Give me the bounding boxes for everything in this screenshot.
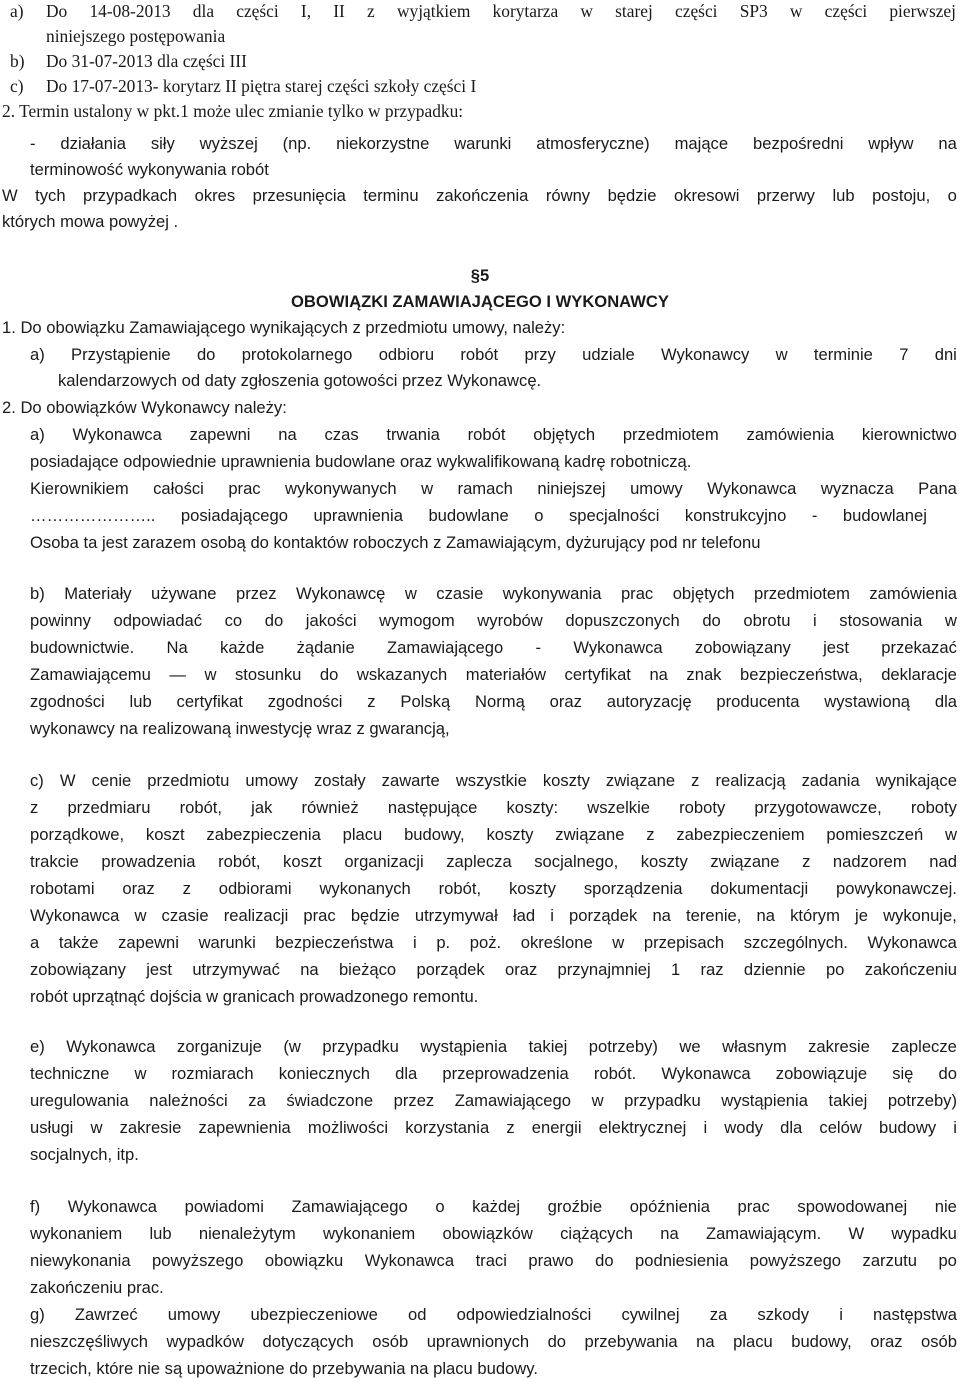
paragraph-f-line: niewykonania powyższego obowiązku Wykonawca traci prawo do podniesienia powyższego zarzutu po <box>30 1251 957 1270</box>
paragraph-c-line: a także zapewni warunki bezpieczeństwa i p. poż. określone w przepisach szczególnych. Wykonawca <box>30 933 957 952</box>
term-line-4: W tych przypadkach okres przesunięcia terminu zakończenia równy będzie okresowi przerwy lub postoju, o <box>2 186 957 205</box>
paragraph-b-line: b) Materiały używane przez Wykonawcę w czasie wykonywania prac objętych przedmiotem zamówienia <box>30 584 957 603</box>
point2-a-line1: a) Wykonawca zapewni na czas trwania robót objętych przedmiotem zamówienia kierownictwo <box>30 425 957 444</box>
list-item-b: Do 31-07-2013 dla części III <box>46 51 247 71</box>
point2-heading: 2. Do obowiązków Wykonawcy należy: <box>2 398 287 417</box>
section-title: OBOWIĄZKI ZAMAWIAJĄCEGO I WYKONAWCY <box>291 292 669 311</box>
point2-a-line2: posiadające odpowiednie uprawnienia budowlane oraz wykwalifikowaną kadrę robotniczą. <box>30 452 692 471</box>
section-number: §5 <box>470 266 490 285</box>
paragraph-b-line: Zamawiającemu — w stosunku do wskazanych materiałów certyfikat na znak bezpieczeństwa, deklaracje <box>30 665 957 684</box>
term-line-1: 2. Termin ustalony w pkt.1 może ulec zmianie tylko w przypadku: <box>2 101 464 121</box>
list-marker-c: c) <box>10 76 24 96</box>
list-marker-b: b) <box>10 51 25 71</box>
paragraph-e-line: e) Wykonawca zorganizuje (w przypadku wystąpienia takiej potrzeby) we własnym zakresie zaplecze <box>30 1037 957 1056</box>
paragraph-f-line: zakończeniu prac. <box>30 1278 164 1297</box>
paragraph-c-line: c) W cenie przedmiotu umowy zostały zawarte wszystkie koszty związane z realizacją zadania wynikające <box>30 771 957 790</box>
paragraph-c-line: trakcie prowadzenia robót, koszt organizacji zaplecza socjalnego, koszty związane z nadzorem nad <box>30 852 957 871</box>
paragraph-b-line: zgodności lub certyfikat zgodności z Polską Normą oraz autoryzację producenta wystawioną dla <box>30 692 957 711</box>
paragraph-c-line: robotami oraz z odbiorami wykonanych robót, koszty sporządzenia dokumentacji powykonawczej. <box>30 879 957 898</box>
paragraph-g-line: nieszczęśliwych wypadków dotyczących osób uprawnionych do przebywania na placu budowy, oraz osób <box>30 1332 957 1351</box>
point1-a-line2: kalendarzowych od daty zgłoszenia gotowości przez Wykonawcę. <box>58 371 542 390</box>
paragraph-e-line: usługi w zakresie zapewnienia możliwości korzystania z energii elektrycznej i wody dla celów budowy i <box>30 1118 957 1137</box>
paragraph-b-line: budownictwie. Na każde żądanie Zamawiającego - Wykonawca zobowiązany jest przekazać <box>30 638 957 657</box>
term-line-3: terminowość wykonywania robót <box>30 160 269 179</box>
paragraph-c-line: robót uprzątnąć dojścia w granicach prowadzonego remontu. <box>30 987 479 1006</box>
list-item-c: Do 17-07-2013- korytarz II piętra starej części szkoły części I <box>46 76 477 96</box>
paragraph-e-line: uregulowania należności za świadczone przez Zamawiającego w przypadku wystąpienia takiej potrzeby) <box>30 1091 957 1110</box>
point2-a-line4: ………………….. posiadającego uprawnienia budowlane o specjalności konstrukcyjno - budowlanej <box>30 506 927 525</box>
point2-a-line3: Kierownikiem całości prac wykonywanych w ramach niniejszej umowy Wykonawca wyznacza Pana <box>30 479 957 498</box>
paragraph-e-line: techniczne w rozmiarach koniecznych dla przeprowadzenia robót. Wykonawca zobowiązuje się do <box>30 1064 957 1083</box>
paragraph-e-line: socjalnych, itp. <box>30 1145 139 1164</box>
term-line-5: których mowa powyżej . <box>2 212 179 231</box>
list-item-a-line1: Do 14-08-2013 dla części I, II z wyjątkiem korytarza w starej części SP3 w części pierwszej <box>46 1 956 21</box>
paragraph-b-line: powinny odpowiadać co do jakości wymogom wyrobów dopuszczonych do obrotu i stosowania w <box>30 611 957 630</box>
paragraph-f-line: f) Wykonawca powiadomi Zamawiającego o każdej groźbie opóźnienia prac spowodowanej nie <box>30 1197 957 1216</box>
point1-a-line1: a) Przystąpienie do protokolarnego odbioru robót przy udziale Wykonawcy w terminie 7 dni <box>30 345 957 364</box>
paragraph-g-line: trzecich, które nie są upoważnione do przebywania na placu budowy. <box>30 1359 538 1378</box>
paragraph-c-line: porządkowe, koszt zabezpieczenia placu budowy, koszty związane z zabezpieczeniem pomieszczeń w <box>30 825 957 844</box>
paragraph-c-line: Wykonawca w czasie realizacji prac będzie utrzymywał ład i porządek na terenie, na którym je wykonuje, <box>30 906 957 925</box>
list-item-a-line2: niniejszego postępowania <box>46 26 226 46</box>
paragraph-c-line: z przedmiaru robót, jak również następujące koszty: wszelkie roboty przygotowawcze, roboty <box>30 798 957 817</box>
list-marker-a: a) <box>10 1 24 21</box>
paragraph-c-line: zobowiązany jest utrzymywać na bieżąco porządek oraz przynajmniej 1 raz dziennie po zakończeniu <box>30 960 957 979</box>
paragraph-g-line: g) Zawrzeć umowy ubezpieczeniowe od odpowiedzialności cywilnej za szkody i następstwa <box>30 1305 957 1324</box>
paragraph-f-line: wykonaniem lub nienależytym wykonaniem obowiązków ciążących na Zamawiającym. W wypadku <box>30 1224 957 1243</box>
term-line-2: - działania siły wyższej (np. niekorzystne warunki atmosferyczne) mające bezpośredni wpływ na <box>30 134 957 153</box>
point1-heading: 1. Do obowiązku Zamawiającego wynikających z przedmiotu umowy, należy: <box>2 318 566 337</box>
point2-a-line5: Osoba ta jest zarazem osobą do kontaktów roboczych z Zamawiającym, dyżurujący pod nr telefonu <box>30 533 761 552</box>
paragraph-b-line: wykonawcy na realizowaną inwestycję wraz z gwarancją, <box>30 719 450 738</box>
